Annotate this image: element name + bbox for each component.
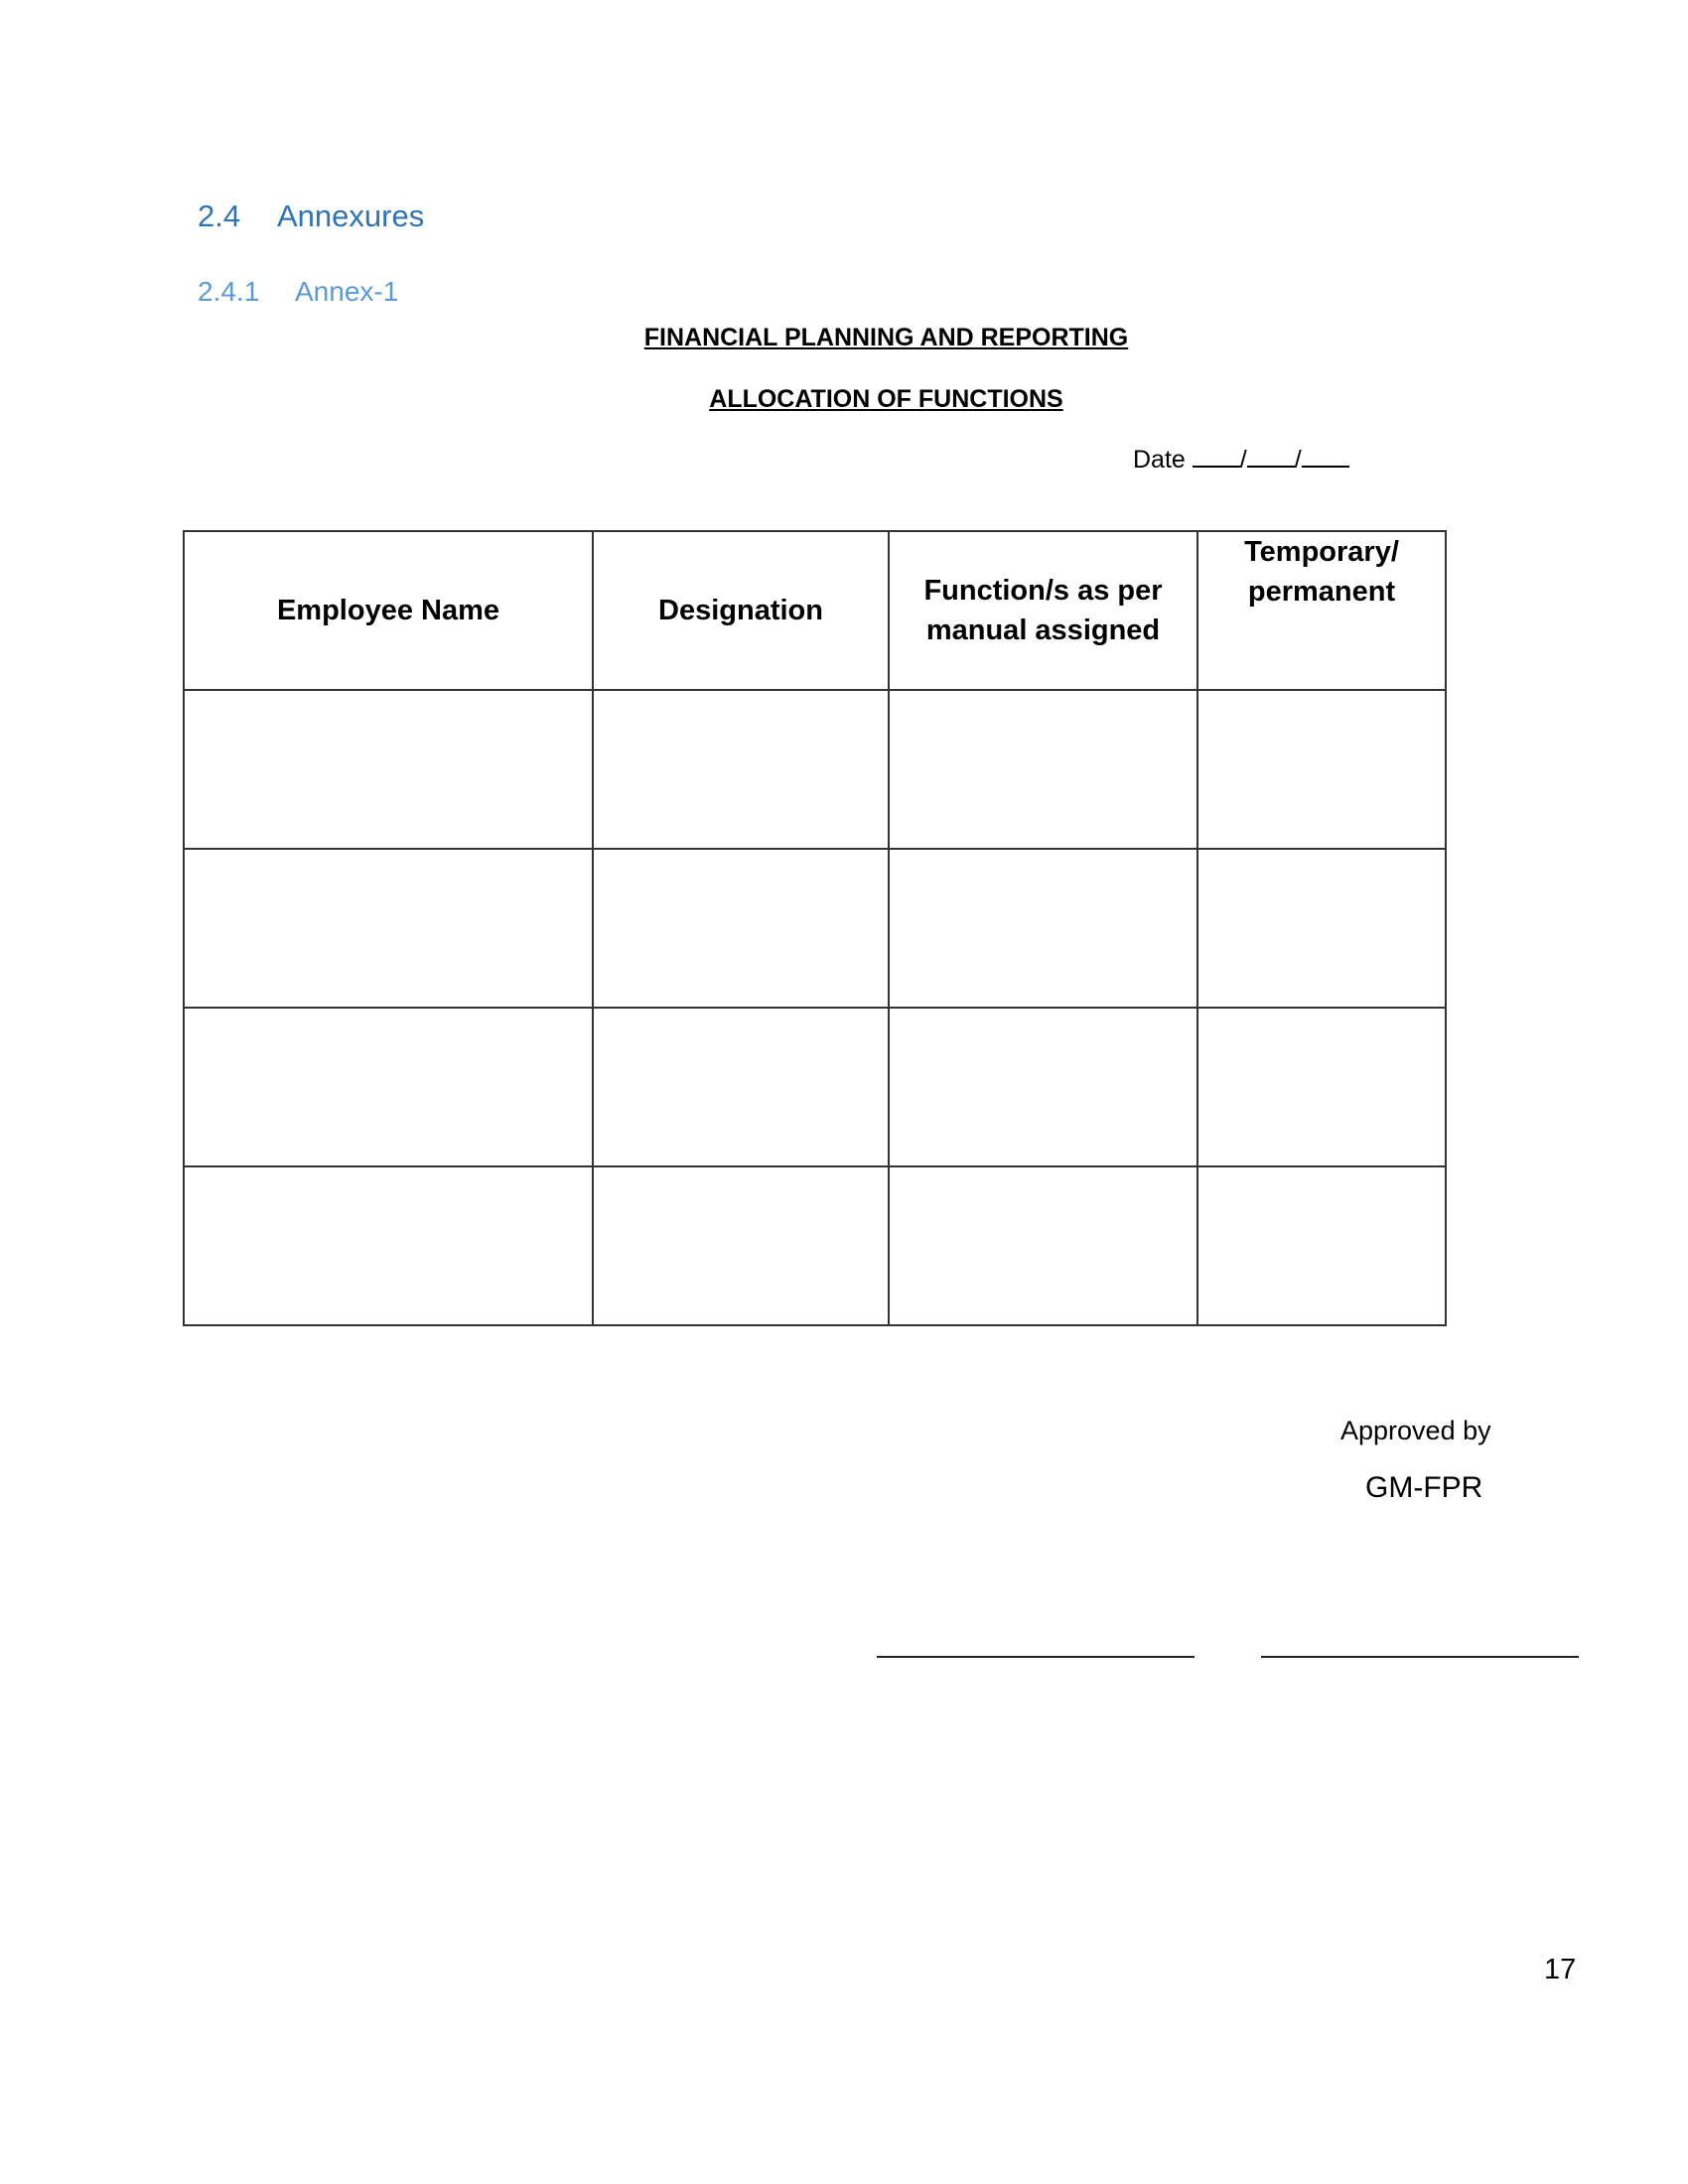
table-cell[interactable] (889, 849, 1197, 1008)
header-employee-name: Employee Name (184, 531, 593, 690)
subsection-title: Annex-1 (295, 276, 399, 307)
table-cell[interactable] (593, 690, 889, 849)
table-cell[interactable] (184, 1166, 593, 1325)
table-cell[interactable] (1197, 690, 1446, 849)
table-header-row (184, 531, 1446, 690)
header-temporary-permanent (1197, 531, 1446, 690)
table-cell[interactable] (593, 1008, 889, 1166)
date-label: Date (1133, 446, 1186, 474)
date-day-blank[interactable] (1193, 446, 1240, 468)
table-row (184, 690, 1446, 849)
table-cell[interactable] (889, 1166, 1197, 1325)
approver-name: GM-FPR (1365, 1471, 1483, 1504)
date-separator: / (1294, 446, 1302, 474)
table-row (184, 849, 1446, 1008)
date-year-blank[interactable] (1302, 446, 1349, 468)
table-cell[interactable] (593, 849, 889, 1008)
date-separator: / (1239, 446, 1247, 474)
date-field (1133, 446, 1349, 475)
page-number: 17 (1544, 1954, 1577, 1985)
subsection-heading (198, 276, 398, 308)
section-number: 2.4 (198, 199, 241, 233)
table-cell[interactable] (1197, 1008, 1446, 1166)
date-month-blank[interactable] (1247, 446, 1295, 468)
document-subtitle: ALLOCATION OF FUNCTIONS (709, 385, 1063, 413)
subsection-number: 2.4.1 (198, 276, 260, 307)
table-cell[interactable] (184, 690, 593, 849)
header-temporary-permanent-text: Temporary/ permanent (1244, 536, 1399, 608)
table-cell[interactable] (889, 1008, 1197, 1166)
allocation-table (183, 530, 1447, 1326)
table-cell[interactable] (184, 1008, 593, 1166)
table-row (184, 1166, 1446, 1325)
header-designation: Designation (593, 531, 889, 690)
signature-line[interactable] (1261, 1656, 1579, 1658)
table-cell[interactable] (1197, 1166, 1446, 1325)
section-title: Annexures (277, 199, 425, 233)
table-cell[interactable] (889, 690, 1197, 849)
table-cell[interactable] (593, 1166, 889, 1325)
table-cell[interactable] (184, 849, 593, 1008)
header-functions-assigned: Function/s as per manual assigned (889, 531, 1197, 690)
approved-by-label: Approved by (1340, 1416, 1491, 1445)
document-title: FINANCIAL PLANNING AND REPORTING (643, 324, 1129, 351)
section-heading (198, 199, 424, 234)
signature-line[interactable] (877, 1656, 1195, 1658)
table-row (184, 1008, 1446, 1166)
table-cell[interactable] (1197, 849, 1446, 1008)
